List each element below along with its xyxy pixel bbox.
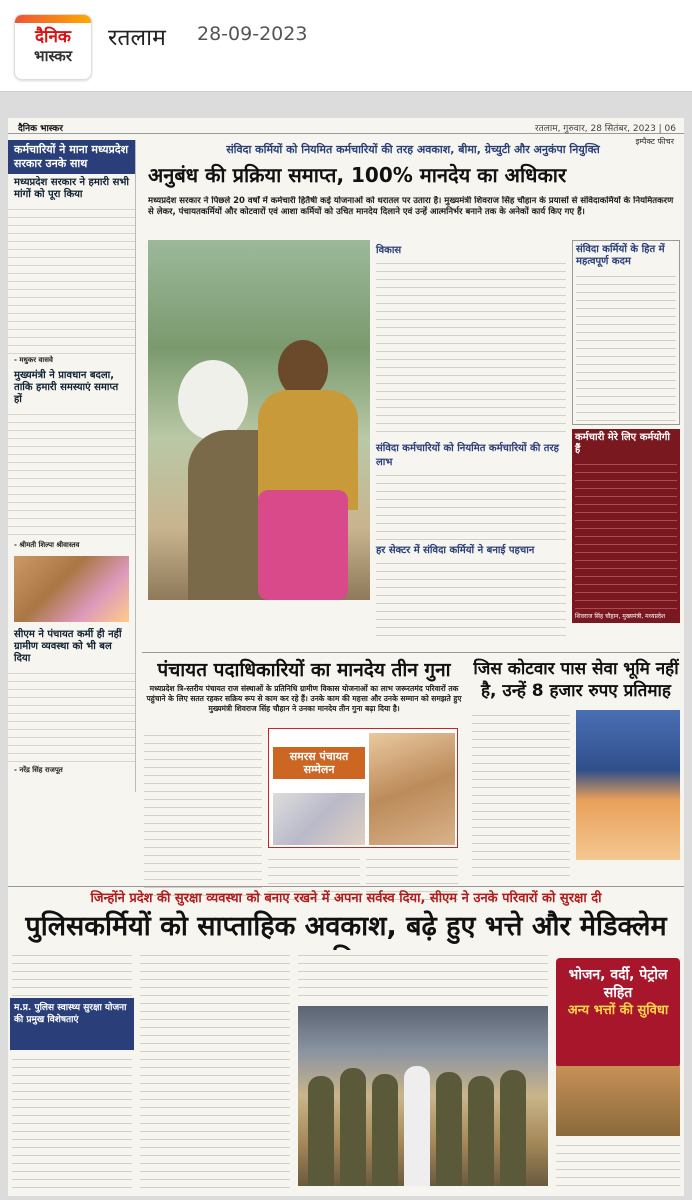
middle-head1: विकास (376, 245, 402, 256)
edition-city[interactable]: रतलाम (108, 25, 166, 51)
flyer-crowd (273, 793, 365, 845)
police-uniform-photo (556, 1066, 680, 1136)
panchayat-intro: मध्यप्रदेश त्रि-स्तरीय पंचायत राज संस्थाओं के प्रतिनिधि ग्रामीण विकास योजनाओं का लाभ जरूरतमंद परिवारों तक पहुंचाने के लिए सतत रहकर सक्रिय रूप से काम कर रहे हैं। उनके काम की महत्ता और उनके सम्मान को समझते हुए मुख्यमंत्री शिवराज सिंह चौहान ने उनका मानदेय तीन गुना बढ़ा दिया है। (146, 684, 462, 713)
panchayat-sammelan-flyer (268, 728, 458, 848)
kotwar-text (472, 710, 570, 880)
main-headline: अनुबंध की प्रक्रिया समाप्त, 100% मानदेय का अधिकार (148, 163, 567, 187)
contract-steps-title: संविदा कर्मियों के हित में महत्वपूर्ण कदम (576, 244, 665, 267)
police-health-title: म.प्र. पुलिस स्वास्थ्य सुरक्षा योजना की प्रमुख विशेषताएं (14, 1003, 127, 1025)
left-body3 (8, 668, 135, 764)
left-sig3: - नरेंद्र सिंह राजपूत (14, 766, 63, 774)
logo-line1: दैनिक (35, 27, 71, 47)
kotwar-headline: जिस कोटवार पास सेवा भूमि नहीं है, उन्हें 8 हजार रुपए प्रतिमाह (473, 659, 679, 701)
masthead (8, 118, 684, 134)
divider (8, 886, 684, 887)
police-health-box (10, 998, 134, 1050)
middle-head3: हर सेक्टर में संविदा कर्मियों ने बनाई पहचान (376, 545, 535, 556)
left-column-head: कर्मचारियों ने माना मध्यप्रदेश सरकार उनके साथ (8, 140, 135, 174)
crowd-photo (14, 556, 129, 622)
middle-head2: संविदा कर्मचारियों को नियमित कर्मचारियों की तरह लाभ (376, 443, 559, 468)
divider (142, 652, 680, 653)
callout-line1: भोजन, वर्दी, पेट्रोल सहित (568, 967, 668, 1001)
police-text1 (12, 950, 132, 996)
main-strap: संविदा कर्मियों को नियमित कर्मचारियों की तरह अवकाश, बीमा, ग्रेच्युटी और अनुकंपा नियुक्ति (226, 143, 600, 156)
kotwar-photo (576, 710, 680, 860)
cm-quote-text (575, 459, 677, 609)
middle-text1 (376, 258, 566, 438)
panchayat-text1 (144, 730, 262, 900)
contract-steps-text (576, 271, 676, 421)
app-header (0, 0, 692, 92)
middle-text2 (376, 470, 566, 540)
cm-quote-box (572, 429, 680, 623)
panchayat-headline: पंचायत पदाधिकारियों का मानदेय तीन गुना (157, 659, 451, 681)
middle-column (376, 240, 566, 638)
right-column (572, 240, 680, 623)
left-sub3: सीएम ने पंचायत कर्मी ही नहीं ग्रामीण व्यवस्था को भी बल दिया (14, 629, 122, 664)
left-column (8, 140, 136, 792)
left-sub2: मुख्यमंत्री ने प्रावधान बदला, ताकि हमारी समस्याएं समाप्त हों (14, 370, 119, 405)
police-group-photo (298, 1006, 548, 1186)
callout-line2: अन्य भत्तों की सुविधा (567, 1003, 669, 1018)
logo-stripe (15, 15, 91, 23)
left-sig1: - मधुकर वासवे (14, 356, 53, 364)
cm-quote-title: कर्मचारी मेरे लिए कर्मयोगी हैं (575, 432, 670, 455)
police-strap: जिन्होंने प्रदेश की सुरक्षा व्यवस्था को बनाए रखने में अपना सर्वस्व दिया, सीएम ने उनके परिवारों को सुरक्षा दी (90, 891, 602, 906)
masthead-title: दैनिक भास्कर (18, 124, 63, 134)
flyer-title: समरस पंचायत सम्मेलन (273, 747, 365, 779)
masthead-dateline: रतलाम, गुरुवार, 28 सितंबर, 2023 | 06 (534, 124, 676, 134)
cm-with-workers-photo (148, 240, 370, 600)
cm-quote-sig: शिवराज सिंह चौहान, मुख्यमंत्री, मध्यप्रदेश (575, 613, 666, 620)
main-intro: मध्यप्रदेश सरकार ने पिछले 20 वर्षों में कर्मचारी हितैषी कई योजनाओं को धरातल पर उतारा है। मुख्यमंत्री शिवराज सिंह चौहान के प्रयासों से संविदाकर्मियों के नियमितकरण से लेकर, पंचायतकर्मियों और कोटवारों एवं आशा कर्मियों को उचित मानदेय दिलाने एवं उन्हें आत्मनिर्भर बनाने तक के अनेकों कार्य किए गए हैं। (148, 196, 674, 217)
dainik-bhaskar-logo[interactable] (14, 14, 92, 80)
left-sig2: - श्रीमती शिल्पा श्रीवास्तव (14, 541, 80, 549)
left-body2 (8, 409, 135, 539)
logo-line2: भास्कर (34, 47, 72, 65)
middle-text3 (376, 558, 566, 638)
left-sub1: मध्यप्रदेश सरकार ने हमारी सभी मांगों को पूरा किया (14, 177, 129, 200)
flyer-cm-photo (369, 733, 455, 845)
police-health-list (12, 1054, 132, 1188)
newspaper-page[interactable] (8, 118, 684, 1196)
police-headline: पुलिसकर्मियों को साप्ताहिक अवकाश, बढ़े हुए भत्ते और मेडिक्लेम (25, 911, 667, 942)
impact-feature-label: इम्पैक्ट फीचर (635, 137, 674, 146)
police-text3 (298, 950, 548, 1002)
police-text2 (140, 950, 290, 1188)
left-body1 (8, 204, 135, 354)
edition-date[interactable]: 28-09-2023 (197, 23, 308, 45)
allowance-callout (556, 958, 680, 1068)
contract-steps-box (572, 240, 680, 425)
police-text4 (556, 1140, 680, 1188)
